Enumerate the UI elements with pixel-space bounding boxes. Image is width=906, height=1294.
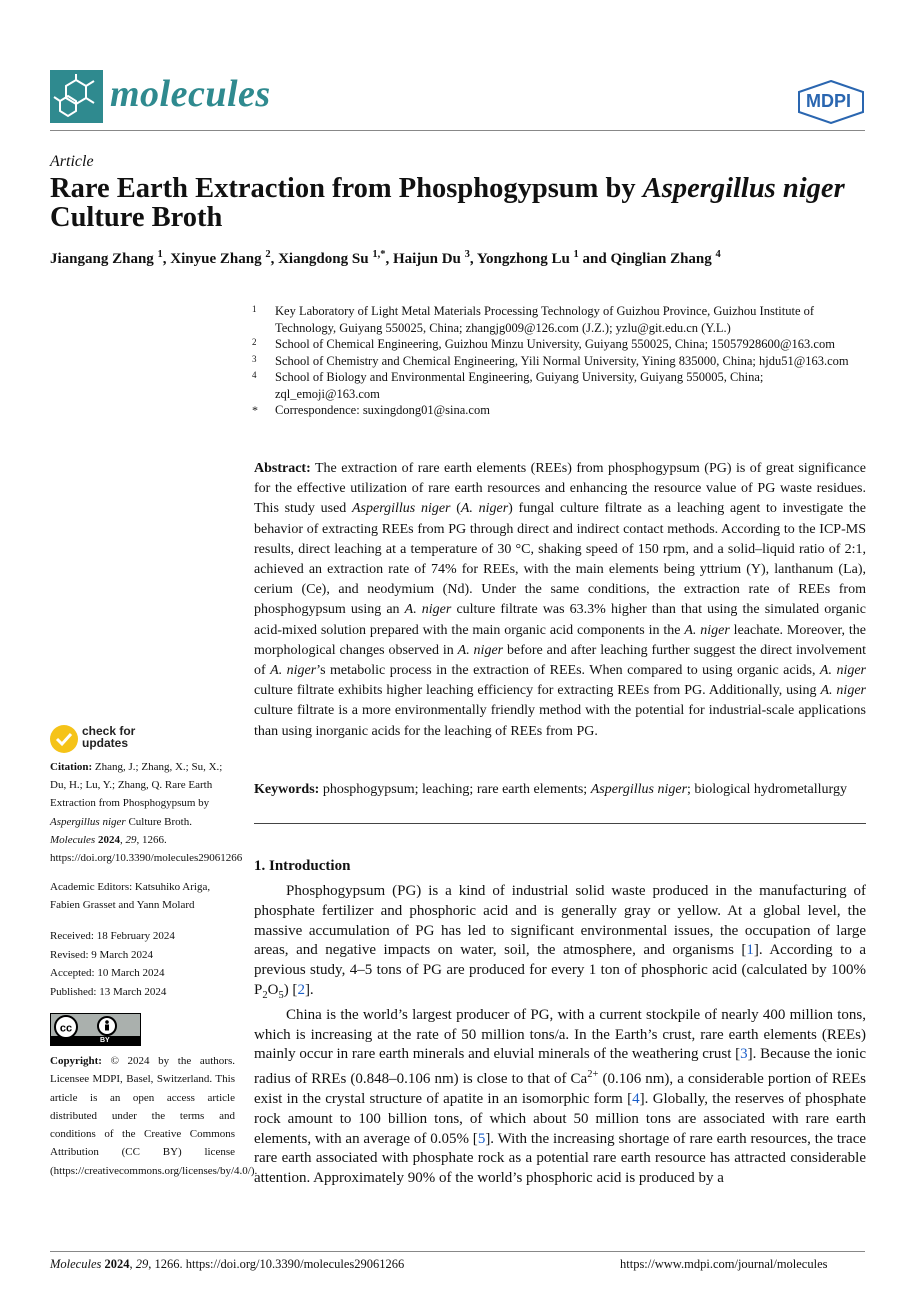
footer-journal: Molecules: [50, 1257, 102, 1271]
title-italic: Aspergillus niger: [642, 173, 845, 204]
subscript: 5: [278, 989, 284, 1001]
citation-italic: Aspergillus niger: [50, 815, 126, 828]
author-name[interactable]: Xiangdong Su: [278, 251, 369, 267]
check-updates-line1: check for: [82, 724, 136, 738]
check-for-updates-button[interactable]: [82, 725, 135, 749]
check-for-updates-icon[interactable]: [50, 725, 78, 753]
affiliation-item: [250, 369, 870, 402]
keywords-divider: [254, 823, 866, 824]
keywords: [254, 780, 866, 799]
abstract-text: (: [450, 501, 461, 517]
title-part-1: Rare Earth Extraction from Phosphogypsum by: [50, 173, 643, 204]
author-name[interactable]: Xinyue Zhang: [170, 251, 262, 267]
affiliation-number: 3: [252, 353, 257, 364]
author-name[interactable]: Jiangang Zhang: [50, 251, 154, 267]
molecule-structure-icon: [50, 70, 103, 123]
citation-label: Citation:: [50, 761, 93, 773]
check-updates-line2: updates: [82, 736, 129, 750]
paragraph-text: ]. Because the ionic radius of RREs (0.848–0.106 nm) is close to that of Ca: [254, 1046, 866, 1088]
journal-logo: [50, 70, 103, 123]
copyright-notice: [50, 1052, 258, 1180]
correspondence: [250, 402, 870, 419]
paragraph-text: ].: [304, 981, 314, 998]
affiliation-number: 1: [252, 304, 257, 314]
copyright-label: Copyright:: [50, 1055, 102, 1067]
citation-link[interactable]: 3: [740, 1046, 748, 1063]
section-title: 1. Introduction: [254, 858, 351, 874]
footer-text: ,: [129, 1257, 136, 1271]
abstract-text: leachate. Moreover, the morphological changes observed in: [254, 622, 867, 658]
citation-text: Zhang, J.; Zhang, X.; Su, X.; Du, H.; Lu, Y.; Zhang, Q. Rare Earth Extraction from Phosphogypsum by: [50, 761, 223, 810]
author-affil-mark: 1: [573, 249, 579, 260]
header-divider: [50, 130, 865, 131]
footer-journal-url[interactable]: https://www.mdpi.com/journal/molecules: [620, 1257, 828, 1271]
paragraph-text: ) [: [283, 981, 298, 998]
abstract: [254, 459, 866, 742]
correspondence-text[interactable]: Correspondence: suxingdong01@sina.com: [275, 403, 490, 417]
paragraph-text: China is the world’s largest producer of PG, with a current stockpile of nearly 400 million tons, which is increasing at the rate of 50 million tons/a. In the Earth’s crust, rare earth elements (REEs) mainly occur in rare earth minerals and eluvial minerals of the weathering crust [: [254, 1006, 866, 1063]
abstract-text: The extraction of rare earth elements (REEs) from phosphogypsum (PG) is of great significance for the effective utilization of rare earth resources and enhancing the resource value of PG waste residues. This study used: [254, 461, 866, 517]
author-affil-mark: 1,*: [372, 249, 386, 260]
citation-text: ,: [119, 833, 126, 846]
citation-italic: 29: [125, 833, 137, 846]
author-name[interactable]: Qinglian Zhang: [610, 251, 712, 267]
abstract-italic: A. niger: [270, 663, 317, 679]
affiliation-number: 2: [252, 337, 257, 347]
citation-italic: Molecules: [50, 833, 96, 846]
creative-commons-icon: [51, 1014, 140, 1045]
title-part-2: Culture Broth: [50, 202, 223, 233]
abstract-italic: A. niger: [819, 663, 866, 679]
article-title: [50, 174, 870, 232]
author-and: and: [578, 251, 611, 267]
author-separator: ,: [385, 251, 393, 267]
author-separator: ,: [162, 251, 171, 267]
superscript: 2+: [587, 1069, 599, 1081]
subscript: 2: [262, 989, 268, 1001]
footer-year: 2024: [101, 1257, 130, 1271]
citation-year: 2024: [95, 833, 120, 846]
author-name[interactable]: Haijun Du: [392, 251, 461, 267]
citation-link[interactable]: 2: [297, 981, 305, 998]
abstract-label: Abstract:: [254, 461, 311, 476]
footer-volume: 29: [135, 1257, 149, 1271]
author-affil-mark: 2: [265, 249, 271, 260]
body-text: [254, 882, 866, 1189]
keywords-text: ; biological hydrometallurgy: [687, 782, 847, 797]
footer-divider: [50, 1251, 865, 1252]
correspondence-mark: *: [252, 403, 258, 417]
affiliation-number: 4: [252, 370, 257, 380]
citation-link[interactable]: 1: [746, 942, 754, 959]
affiliations: [250, 303, 870, 419]
keywords-italic: Aspergillus niger: [590, 782, 688, 797]
abstract-italic: Aspergillus niger: [351, 501, 451, 517]
paragraph-text: ]. Globally, the reserves of phosphate rock amount to 100 billion tons, of which about 50 million tons are associated with rare earth elements, with an average of 0.05% [: [254, 1090, 867, 1147]
citation-text: Culture Broth.: [125, 815, 192, 828]
revised-date: Revised: 9 March 2024: [50, 948, 153, 961]
affiliation-text: School of Biology and Environmental Engineering, Guiyang University, Guiyang 550005, China; zql_emoji@163.com: [275, 370, 764, 401]
citation-link[interactable]: 4: [632, 1090, 640, 1107]
author-separator: ,: [469, 251, 477, 267]
paragraph-text: ]. According to a previous study, 4–5 tons of PG are produced for every 1 ton of phosphoric acid (calculated by 100% P: [254, 942, 866, 998]
affiliation-item: [250, 336, 870, 353]
published-date: Published: 13 March 2024: [50, 985, 167, 998]
affiliation-text: School of Chemical Engineering, Guizhou Minzu University, Guiyang 550025, China; 15057928600@163.com: [275, 337, 835, 351]
abstract-italic: A. niger: [460, 501, 509, 517]
author-separator: ,: [270, 251, 279, 267]
publication-dates: [50, 927, 235, 1001]
article-type: Article: [50, 153, 94, 170]
abstract-italic: A. niger: [404, 602, 452, 618]
author-affil-mark: 1: [157, 249, 163, 260]
affiliation-item: [250, 303, 870, 336]
footer-doi[interactable]: , 1266. https://doi.org/10.3390/molecules29061266: [148, 1257, 405, 1271]
cc-by-license-badge[interactable]: [50, 1013, 141, 1046]
abstract-text: ’s metabolic process in the extraction of REEs. When compared to using organic acids,: [316, 663, 820, 679]
citation-link[interactable]: 5: [477, 1130, 486, 1147]
svg-text:cc: cc: [59, 1022, 73, 1035]
keywords-text: phosphogypsum; leaching; rare earth elements;: [319, 782, 591, 797]
author-name[interactable]: Yongzhong Lu: [476, 251, 570, 267]
paragraph-text: O: [267, 981, 279, 998]
paragraph-text: ]. With the increasing shortage of rare earth resources, the trace rare earth associated with phosphate rock as a potential rare earth resource has attracted considerable attention. Approximately 90% of the world’s phosphoric acid is produced by a: [254, 1130, 867, 1187]
abstract-text: ) fungal culture filtrate as a leaching agent to investigate the behavior of extracting REEs from PG through direct and indirect contact methods. According to the ICP-MS results, direct leaching at a temperature of 30 °C, shaking speed of 150 rpm, and a solid–liquid ratio of 2:1, achieved an extraction rate of 74% for REEs, with the main elements being yttrium (Y), lanthanum (La), cerium (Ce), and neodymium (Nd). Under the same conditions, the extraction rate of REEs from phosphogypsum using an: [254, 501, 866, 618]
abstract-text: before and after leaching further suggest the direct involvement of: [254, 642, 867, 679]
mdpi-logo-text: MDPI: [806, 91, 851, 111]
footer-citation: [50, 1257, 404, 1272]
paragraph: [254, 882, 866, 1006]
abstract-italic: A. niger: [684, 622, 730, 638]
affiliation-text: School of Chemistry and Chemical Engineering, Yili Normal University, Yining 835000, China; hjdu51@163.com: [275, 353, 849, 368]
author-list: [50, 249, 870, 268]
affiliation-text: Key Laboratory of Light Metal Materials Processing Technology of Guizhou Province, Guizhou Institute of Technology, Guiyang 550025, China; zhangjg009@126.com (J.Z.); yzlu@git.edu.cn (Y.L.): [275, 304, 815, 335]
abstract-text: culture filtrate was 63.3% higher than that using the simulated organic acid-mixed solution prepared with the main organic acid components in the: [254, 602, 866, 638]
paragraph-text: Phosphogypsum (PG) is a kind of industrial solid waste produced in the manufacturing of phosphate fertilizer and phosphoric acid and is generally gray or yellow. At a global level, the massive accumulation of PG has led to significant environmental issues, the occupation of large areas, and negative impacts on water, soil, the atmosphere, and organisms [: [254, 883, 866, 959]
paragraph: [254, 1006, 866, 1189]
keywords-label: Keywords:: [254, 782, 320, 797]
citation-doi[interactable]: , 1266. https://doi.org/10.3390/molecules29061266: [50, 833, 243, 865]
abstract-italic: A. niger: [457, 642, 504, 658]
affiliation-item: [250, 353, 870, 370]
journal-name: molecules: [110, 73, 271, 115]
paragraph-text: (0.106 nm), a considerable portion of REEs exist in the crystal structure of apatite in an isomorphic form [: [254, 1071, 866, 1107]
mdpi-logo: [796, 80, 866, 124]
received-date: Received: 18 February 2024: [50, 930, 175, 942]
copyright-text: © 2024 by the authors. Licensee MDPI, Basel, Switzerland. This article is an open access article distributed under the terms and conditions of the Creative Commons Attribution (CC BY) license (https://creativecommons.org/licenses/by/4.0/).: [50, 1055, 258, 1177]
academic-editors: Academic Editors: Katsuhiko Ariga, Fabien Grasset and Yann Molard: [50, 881, 211, 912]
cc-by-label: BY: [100, 1037, 110, 1044]
author-affil-mark: 4: [715, 249, 721, 260]
author-affil-mark: 3: [464, 249, 470, 260]
abstract-text: culture filtrate exhibits higher leaching efficiency for extracting REEs from PG. Additionally, using: [254, 683, 821, 699]
citation-block: [50, 758, 243, 867]
abstract-italic: A. niger: [820, 683, 866, 699]
checkmark-icon: [50, 725, 78, 753]
accepted-date: Accepted: 10 March 2024: [50, 967, 165, 980]
abstract-text: culture filtrate is a more environmentally friendly method with the potential for industrial-scale applications than using inorganic acids for the leaching of REEs from PG.: [254, 703, 866, 739]
